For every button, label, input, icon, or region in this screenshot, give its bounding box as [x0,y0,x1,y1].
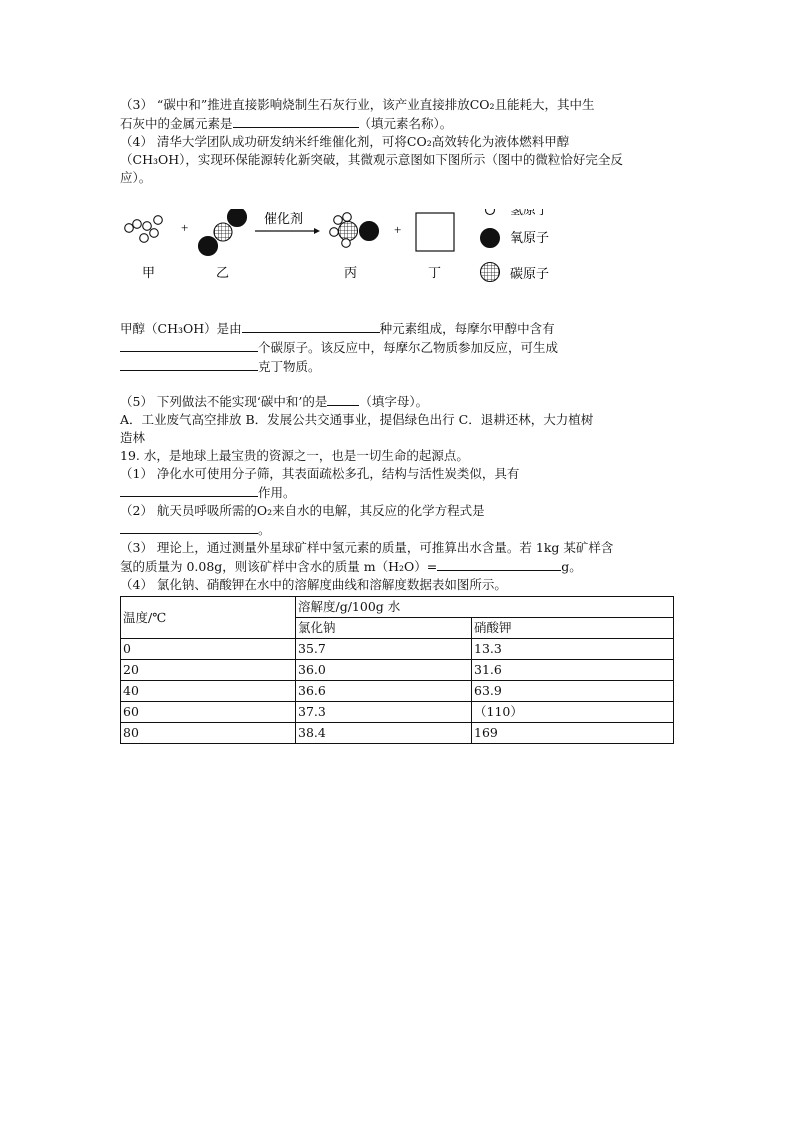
hydrogen-legend-icon [486,209,495,215]
table-row [121,681,674,702]
q5-options: A．工业废气高空排放 B．发展公共交通事业，提倡绿色出行 C．退耕还林，大力植树 [120,412,594,427]
q19-part4: （4） 氯化钠、硝酸钾在水中的溶解度曲线和溶解度数据表如图所示。 [120,577,507,592]
q19-part2-cont [120,520,676,539]
carbon-legend-icon [481,263,500,282]
methanol-line3 [120,357,676,376]
ding-mass-blank[interactable] [120,357,258,371]
kno3-cell: 31.6 [472,660,674,681]
kno3-cell: 13.3 [472,639,674,660]
temp-cell: 20 [121,660,296,681]
nacl-cell: 38.4 [296,723,472,744]
q5-options-cont: 造林 [120,430,146,445]
q19-part1: （1） 净化水可使用分子筛，其表面疏松多孔，结构与活性炭类似，具有 [120,466,520,481]
solubility-header-cell: 溶解度/g/100g 水 [296,597,674,618]
arrow-head-icon [314,228,320,234]
water-mass-blank[interactable] [437,557,561,571]
methanol-line2 [120,338,676,357]
q19-part3-line2 [120,557,676,576]
product-ding-box [416,213,454,251]
catalyst-label: 催化剂 [264,211,304,226]
methanol-line1 [120,319,676,338]
q19-part3-prefix: 氢的质量为 0.08g，则该矿样中含水的质量 m（H₂O）= [120,559,438,574]
q3-line2 [120,114,676,133]
oxygen-legend-icon [481,229,500,248]
q19-part2-suffix: 。 [258,522,271,537]
methanol-l3-suffix: 克丁物质。 [258,359,321,374]
element-count-blank[interactable] [242,319,380,333]
legend-oxygen: 氧原子 [510,229,550,245]
table-header-row [121,597,674,618]
q4-line3: 应）。 [120,170,152,185]
choice-letter-blank[interactable] [327,392,359,406]
q19-part1-suffix: 作用。 [258,485,296,500]
molecular-sieve-function-blank[interactable] [120,483,258,497]
label-jia: 甲 [142,265,156,280]
legend-hydrogen: 氢原子 [510,209,550,217]
nacl-cell: 36.0 [296,660,472,681]
element-name-blank[interactable] [233,114,359,128]
kno3-header-cell: 硝酸钾 [472,618,674,639]
table-row [121,723,674,744]
table-row [121,702,674,723]
kno3-cell: （110） [472,702,674,723]
temp-cell: 0 [121,639,296,660]
kno3-cell: 63.9 [472,681,674,702]
q19-part3-line1: （3） 理论上，通过测量外星球矿样中氢元素的质量，可推算出水含量。若 1kg 某矿样含 [120,540,614,555]
methanol-l2-suffix: 个碳原子。该反应中，每摩尔乙物质参加反应，可生成 [258,340,559,355]
q5-line1-suffix: （填字母）。 [359,394,429,409]
nacl-header-cell: 氯化钠 [296,618,472,639]
q3-line2-prefix: 石灰中的金属元素是 [120,116,233,131]
temp-cell: 80 [121,723,296,744]
q3-line1: （3） “碳中和”推进直接影响烧制生石灰行业，该产业直接排放CO₂且能耗大，其中生 [120,97,595,112]
label-yi: 乙 [216,265,230,280]
reaction-diagram-svg [120,209,676,295]
temp-header-cell: 温度/℃ [121,597,296,639]
product-bing-methanol-molecule [330,213,379,248]
plus-sign-2: + [394,222,402,237]
solubility-table [120,596,674,744]
q19-intro: 19. 水，是地球上最宝贵的资源之一，也是一切生命的起源点。 [120,448,469,463]
reaction-diagram [120,209,676,295]
table-row [121,660,674,681]
carbon-atom-count-blank[interactable] [120,338,258,352]
q19-part2: （2） 航天员呼吸所需的O₂来自水的电解，其反应的化学方程式是 [120,503,485,518]
document-page [120,96,676,744]
label-ding: 丁 [428,265,442,280]
q4-line1: （4） 清华大学团队成功研发纳米纤维催化剂，可将CO₂高效转化为液体燃料甲醇 [120,134,570,149]
q19-part3-suffix: g。 [561,559,582,574]
q5-line1-prefix: （5） 下列做法不能实现‘碳中和’的是 [120,394,328,409]
methanol-l1-suffix: 种元素组成，每摩尔甲醇中含有 [379,321,555,336]
reactant-jia-hydrogen-molecules [125,216,163,243]
equation-blank[interactable] [120,520,258,534]
table-row [121,639,674,660]
reactant-yi-co2-molecule [199,209,247,256]
q4-line2: （CH₃OH），实现环保能源转化新突破，其微观示意图如下图所示（图中的微粒恰好完全反 [120,152,623,167]
label-bing: 丙 [344,265,358,280]
temp-cell: 60 [121,702,296,723]
nacl-cell: 35.7 [296,639,472,660]
nacl-cell: 36.6 [296,681,472,702]
q3-line2-suffix: （填元素名称）。 [358,116,453,131]
legend-carbon: 碳原子 [510,265,550,281]
nacl-cell: 37.3 [296,702,472,723]
plus-sign-1: + [181,220,189,235]
q19-part1-cont [120,483,676,502]
q5-line1 [120,392,676,411]
temp-cell: 40 [121,681,296,702]
methanol-l1-prefix: 甲醇（CH₃OH）是由 [120,321,242,336]
kno3-cell: 169 [472,723,674,744]
